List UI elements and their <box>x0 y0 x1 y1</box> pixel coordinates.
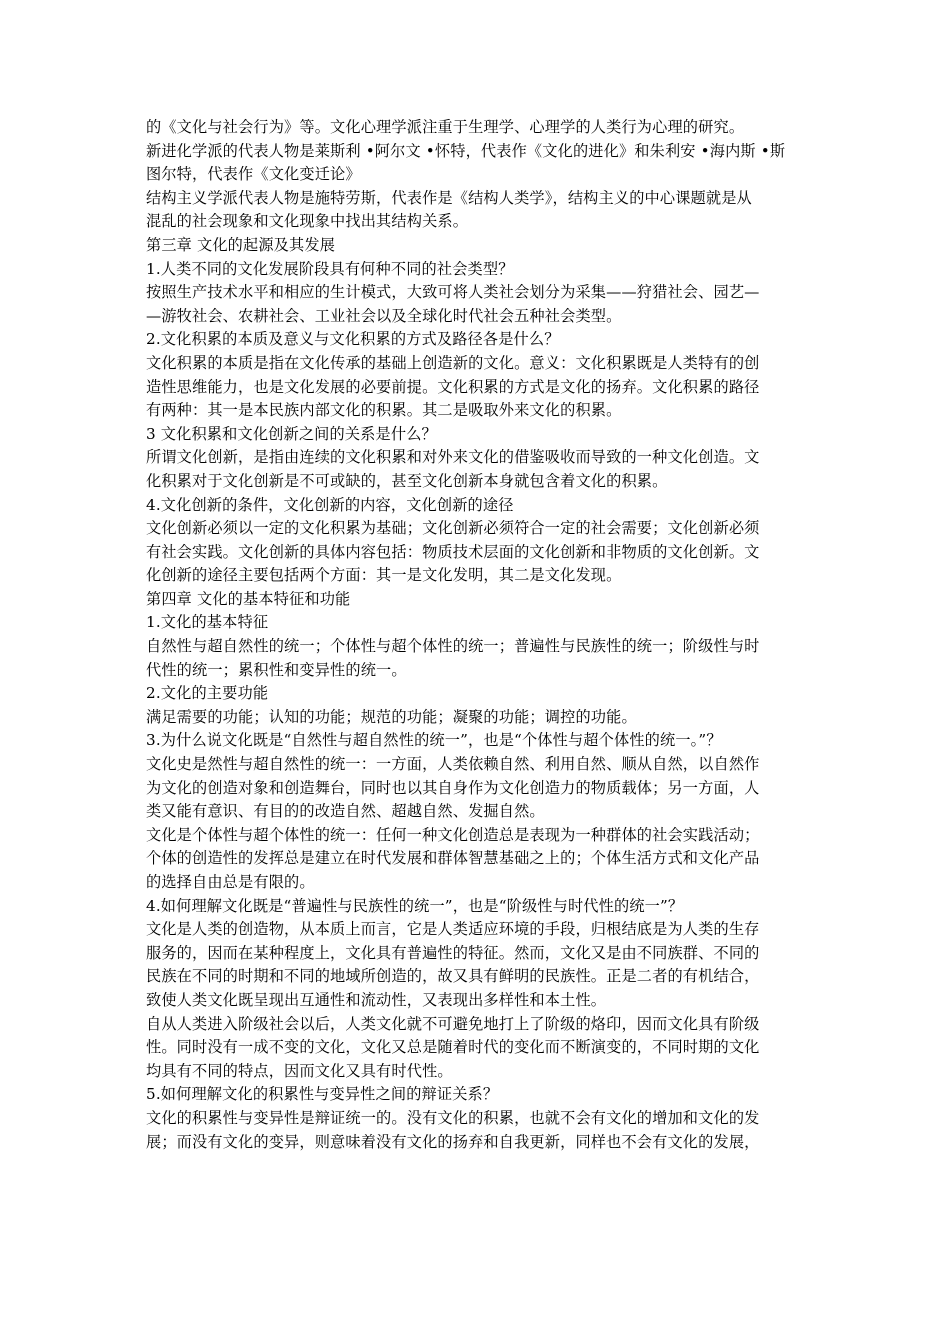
text-line: 个体的创造性的发挥总是建立在时代发展和群体智慧基础之上的；个体生活方式和文化产品 <box>146 849 760 868</box>
text-line: 民族在不同的时期和不同的地域所创造的，故又具有鲜明的民族性。正是二者的有机结合， <box>146 967 760 986</box>
text-line: 1.人类不同的文化发展阶段具有何种不同的社会类型？ <box>146 259 514 278</box>
text-line: 4.如何理解文化既是“普遍性与民族性的统一”，也是“阶级性与时代性的统一”？ <box>146 896 684 915</box>
text-line: 文化积累的本质是指在文化传承的基础上创造新的文化。意义：文化积累既是人类特有的创 <box>146 353 760 372</box>
text-line: 文化的积累性与变异性是辩证统一的。没有文化的积累，也就不会有文化的增加和文化的发 <box>146 1108 760 1127</box>
text-line: 服务的，因而在某种程度上，文化具有普遍性的特征。然而，文化又是由不同族群、不同的 <box>146 943 760 962</box>
text-line: 文化史是然性与超自然性的统一：一方面，人类依赖自然、利用自然、顺从自然，以自然作 <box>146 755 760 774</box>
text-line: 化积累对于文化创新是不可或缺的，甚至文化创新本身就包含着文化的积累。 <box>146 471 668 490</box>
text-line: 类又能有意识、有目的的改造自然、超越自然、发掘自然。 <box>146 802 545 821</box>
text-line: 2.文化积累的本质及意义与文化积累的方式及路径各是什么？ <box>146 330 560 349</box>
document-body <box>146 116 808 1154</box>
text-line: 4.文化创新的条件，文化创新的内容，文化创新的途径 <box>146 495 514 514</box>
text-line: 代性的统一；累积性和变异性的统一。 <box>146 660 407 679</box>
text-line: 新进化学派的代表人物是莱斯利 •阿尔文 •怀特，代表作《文化的进化》和朱利安 •海内斯 •斯 <box>146 141 786 160</box>
text-line: 3 文化积累和文化创新之间的关系是什么？ <box>146 424 437 443</box>
text-line: 混乱的社会现象和文化现象中找出其结构关系。 <box>146 212 469 231</box>
text-line: 第四章 文化的基本特征和功能 <box>146 589 351 608</box>
text-line: 满足需要的功能；认知的功能；规范的功能；凝聚的功能；调控的功能。 <box>146 707 637 726</box>
text-line: 1.文化的基本特征 <box>146 613 269 632</box>
text-line: 结构主义学派代表人物是施特劳斯，代表作是《结构人类学》，结构主义的中心课题就是从 <box>146 188 752 207</box>
text-line: 按照生产技术水平和相应的生计模式，大致可将人类社会划分为采集——狩猎社会、园艺— <box>146 283 760 302</box>
text-line: 的《文化与社会行为》等。文化心理学派注重于生理学、心理学的人类行为心理的研究。 <box>146 118 745 136</box>
text-line: 造性思维能力，也是文化发展的必要前提。文化积累的方式是文化的扬弃。文化积累的路径 <box>146 377 760 396</box>
text-line: 展；而没有文化的变异，则意味着没有文化的扬弃和自我更新，同样也不会有文化的发展， <box>146 1132 760 1151</box>
text-line: 致使人类文化既呈现出互通性和流动性，又表现出多样性和本土性。 <box>146 990 607 1009</box>
text-line: 5.如何理解文化的积累性与变异性之间的辩证关系？ <box>146 1085 499 1104</box>
text-line: 自从人类进入阶级社会以后，人类文化就不可避免地打上了阶级的烙印，因而文化具有阶级 <box>146 1014 760 1033</box>
text-line: 文化是人类的创造物，从本质上而言，它是人类适应环境的手段，归根结底是为人类的生存 <box>146 920 760 939</box>
text-line: 图尔特，代表作《文化变迁论》 <box>146 165 361 184</box>
text-line: 的选择自由总是有限的。 <box>146 873 315 891</box>
text-line: 化创新的途径主要包括两个方面：其一是文化发明，其二是文化发现。 <box>146 566 622 585</box>
text-line: 均具有不同的特点，因而文化又具有时代性。 <box>146 1061 453 1080</box>
text-line: 所谓文化创新，是指由连续的文化积累和对外来文化的借鉴吸收而导致的一种文化创造。文 <box>146 448 760 467</box>
text-line: —游牧社会、农耕社会、工业社会以及全球化时代社会五种社会类型。 <box>146 306 622 325</box>
text-line: 文化是个体性与超个体性的统一：任何一种文化创造总是表现为一种群体的社会实践活动； <box>146 825 760 844</box>
text-line: 性。同时没有一成不变的文化，文化又总是随着时代的变化而不断演变的，不同时期的文化 <box>146 1038 760 1057</box>
text-line: 为文化的创造对象和创造舞台，同时也以其自身作为文化创造力的物质载体；另一方面，人 <box>146 778 760 797</box>
text-line: 自然性与超自然性的统一；个体性与超个体性的统一；普遍性与民族性的统一；阶级性与时 <box>146 637 760 656</box>
text-line: 有两种：其一是本民族内部文化的积累。其二是吸取外来文化的积累。 <box>146 401 622 420</box>
text-line: 3.为什么说文化既是“自然性与超自然性的统一”，也是“个体性与超个体性的统一。”？ <box>146 731 722 750</box>
text-line: 有社会实践。文化创新的具体内容包括：物质技术层面的文化创新和非物质的文化创新。文 <box>146 542 760 561</box>
text-line: 第三章 文化的起源及其发展 <box>146 235 336 254</box>
text-line: 2.文化的主要功能 <box>146 684 269 703</box>
text-line: 文化创新必须以一定的文化积累为基础；文化创新必须符合一定的社会需要；文化创新必须 <box>146 519 760 538</box>
